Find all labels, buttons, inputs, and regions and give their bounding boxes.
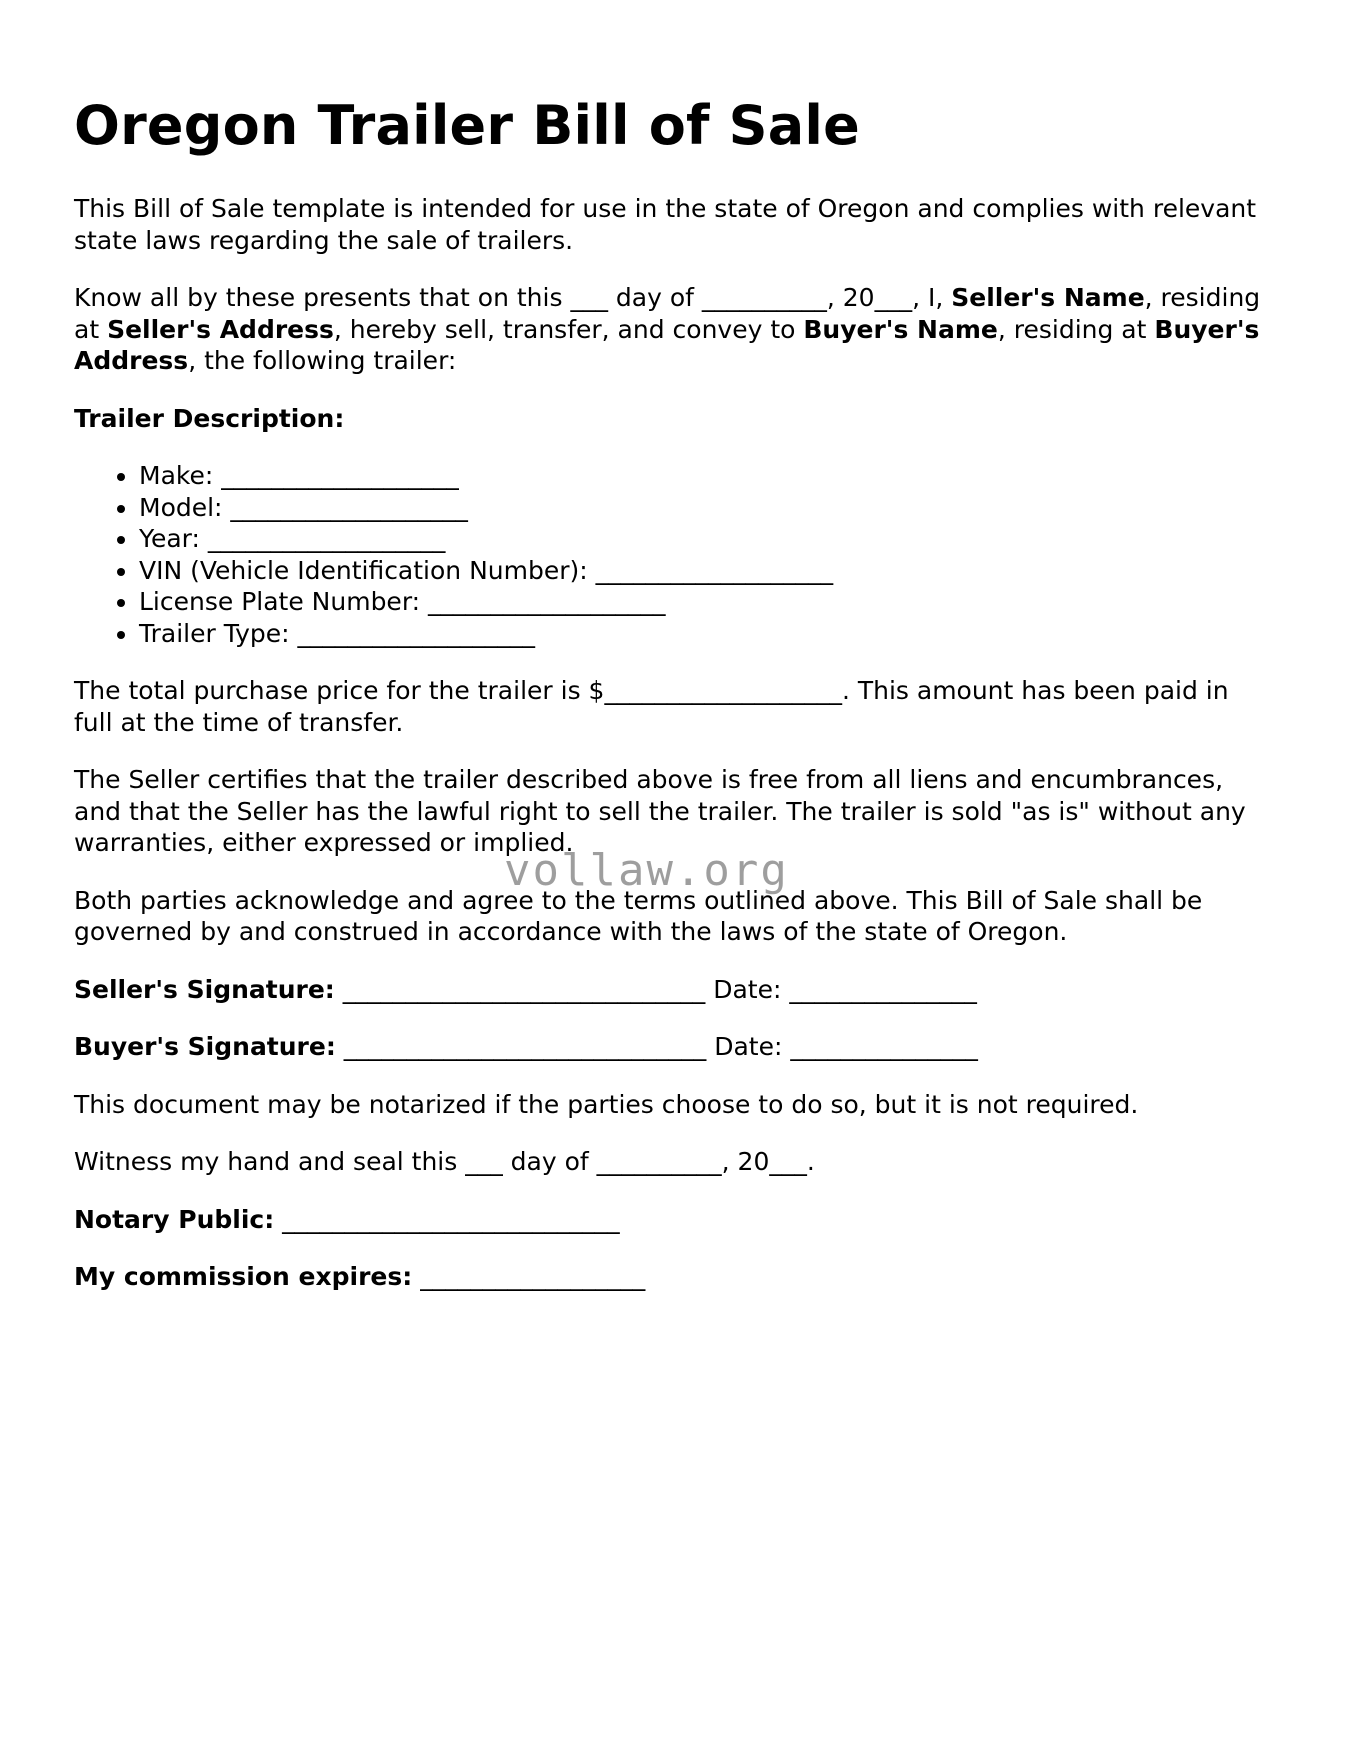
conveyance-paragraph — [74, 282, 1274, 377]
trailer-description-heading: Trailer Description: — [74, 403, 345, 433]
conveyance-text-3: , hereby sell, transfer, and convey to — [333, 314, 804, 344]
notarize-paragraph: This document may be notarized if the parties choose to do so, but it is not required. — [74, 1089, 1139, 1119]
intro-paragraph: This Bill of Sale template is intended for use in the state of Oregon and complies with relevant state laws regarding the sale of trailers. — [74, 194, 1257, 255]
trailer-description-list — [74, 460, 1274, 649]
list-item-vin: • VIN (Vehicle Identification Number): ___________________ — [139, 555, 1274, 587]
watermark: vollaw.org — [504, 845, 789, 896]
notary-public-line — [74, 1204, 1274, 1236]
list-item-license-plate: • License Plate Number: ___________________ — [139, 586, 1274, 618]
document — [74, 92, 1274, 1293]
conveyance-text-2: , residing at — [74, 283, 1261, 344]
list-item-model: • Model: ___________________ — [139, 492, 1274, 524]
conveyance-text-1: Know all by these presents that on this ___ day of __________, 20___, I, — [74, 283, 952, 312]
commission-expires-blank: __________________ — [412, 1262, 646, 1291]
acknowledge-paragraph: Both parties acknowledge and agree to the terms outlined above. This Bill of Sale shall be governed by and construed in accordance with the laws of the state of Oregon. — [74, 885, 1203, 946]
buyer-signature-blank: _____________________________ Date: _______________ — [335, 1032, 978, 1061]
page-title: Oregon Trailer Bill of Sale — [74, 94, 860, 157]
commission-expires-label: My commission expires: — [74, 1262, 413, 1291]
buyer-name-placeholder: Buyer's Name — [803, 314, 998, 344]
conveyance-text-5: , the following trailer: — [188, 346, 457, 375]
seller-name-placeholder: Seller's Name — [951, 283, 1145, 312]
buyer-address-placeholder: Buyer's Address — [74, 314, 1260, 375]
seller-signature-blank: _____________________________ Date: _______________ — [334, 974, 977, 1004]
price-paragraph: The total purchase price for the trailer is $___________________. This amount has been paid in full at the time of transfer. — [74, 676, 1229, 737]
buyer-signature-label: Buyer's Signature: — [74, 1032, 336, 1061]
commission-expires-line — [74, 1261, 1274, 1293]
notary-public-label: Notary Public: — [74, 1204, 275, 1234]
conveyance-text-4: , residing at — [997, 314, 1155, 344]
list-item-year: • Year: ___________________ — [139, 523, 1274, 555]
list-item-make: • Make: ___________________ — [139, 460, 1274, 492]
witness-paragraph: Witness my hand and seal this ___ day of __________, 20___. — [74, 1147, 815, 1176]
seller-signature-label: Seller's Signature: — [74, 974, 335, 1004]
buyer-signature-line — [74, 1031, 1274, 1063]
seller-address-placeholder: Seller's Address — [107, 314, 334, 344]
notary-public-blank: ___________________________ — [274, 1204, 620, 1234]
seller-signature-line — [74, 974, 1274, 1006]
list-item-trailer-type: • Trailer Type: ___________________ — [139, 618, 1274, 650]
certify-paragraph: The Seller certifies that the trailer described above is free from all liens and encumbrances, and that the Seller has the lawful right to sell the trailer. The trailer is sold "as is" without any warranties, either expressed or implied. — [74, 765, 1246, 857]
